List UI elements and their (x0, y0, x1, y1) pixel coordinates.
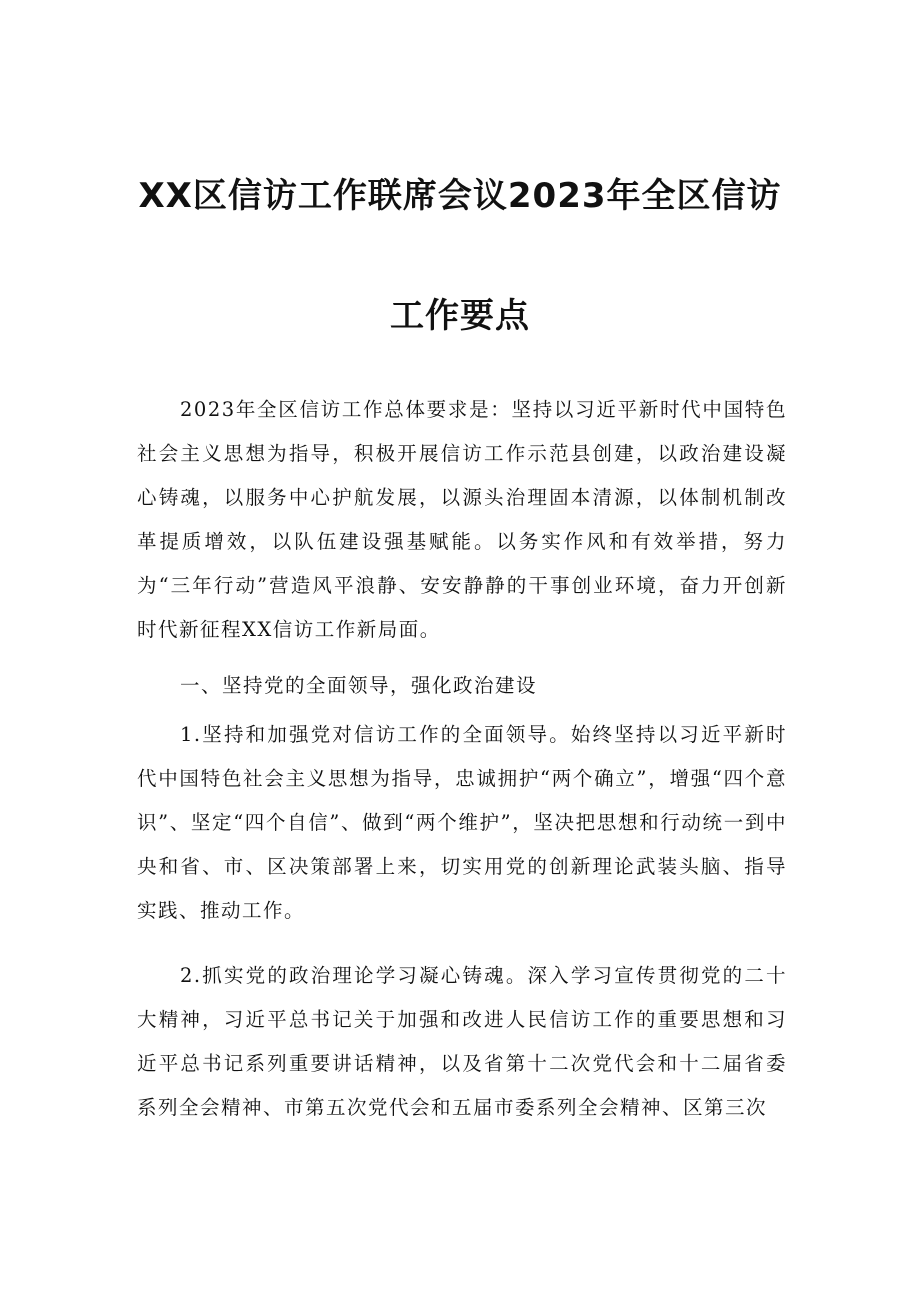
section-heading-1: 一、坚持党的全面领导，强化政治建设 (180, 674, 538, 697)
paragraph-overall-requirements: 2023年全区信访工作总体要求是：坚持以习近平新时代中国特色社会主义思想为指导，积极开展信访工作示范县创建，以政治建设凝心铸魂，以服务中心护航发展，以源头治理固本清源，以体制机制改革提质增效，以队伍建设强基赋能。以务实作风和有效举措，努力为“三年行动”营造风平浪静、安安静静的干事创业环境，奋力开创新时代新征程XX信访工作新局面。 (137, 398, 787, 641)
paragraph-item-2: 2.抓实党的政治理论学习凝心铸魂。深入学习宣传贯彻党的二十大精神，习近平总书记关于加强和改进人民信访工作的重要思想和习近平总书记系列重要讲话精神，以及省第十二次党代会和十二届省委系列全会精神、市第五次党代会和五届市委系列全会精神、区第三次 (137, 964, 787, 1119)
document-title-line-2: 工作要点 (390, 296, 530, 336)
paragraph-item-1: 1.坚持和加强党对信访工作的全面领导。始终坚持以习近平新时代中国特色社会主义思想为指导，忠诚拥护“两个确立”，增强“四个意识”、坚定“四个自信”、做到“两个维护”，坚决把思想和行动统一到中央和省、市、区决策部署上来，切实用党的创新理论武装头脑、指导实践、推动工作。 (137, 723, 787, 922)
document-title-line-1: XX区信访工作联席会议2023年全区信访 (138, 176, 782, 216)
